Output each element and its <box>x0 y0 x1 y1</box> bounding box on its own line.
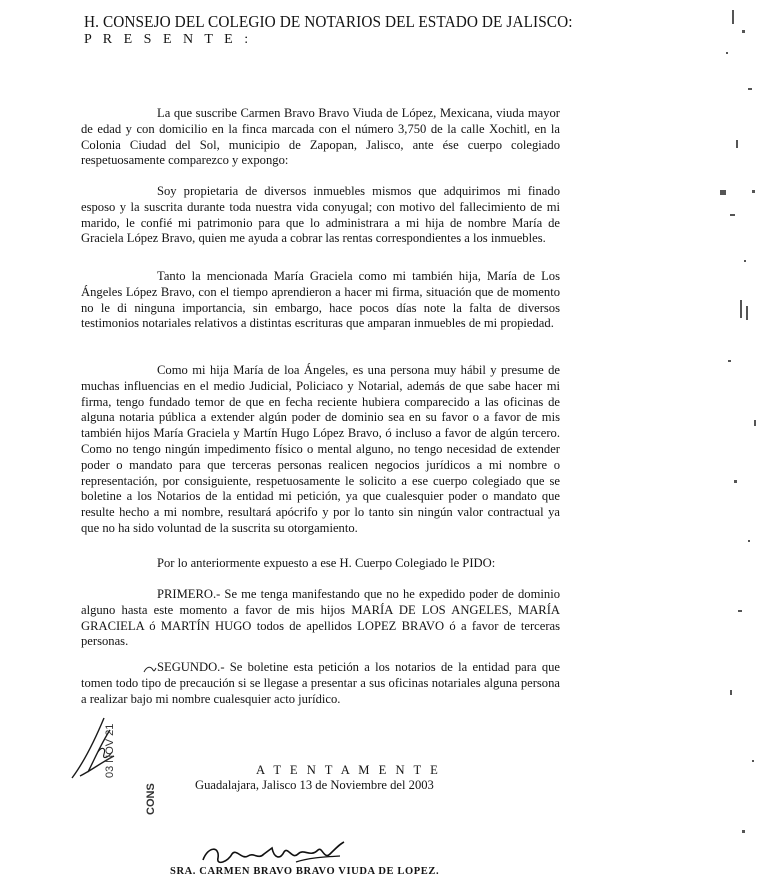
scan-noise-strip <box>718 0 768 896</box>
request-paragraph: Como mi hija María de loa Ángeles, es una persona muy hábil y presume de muchas influencias en el medio Judicial, Policiaco y Notarial, además de que sabe hacer mi firma, tengo fundado temor de que en fecha reciente hubiera comparecido a las oficinas de alguna notaria pública a extender algún poder de dominio sea en su favor o a favor de mis también hijos María Graciela y Martín Hugo López Bravo, ó incluso a favor de algún tercero. Como no tengo ningún impedimento físico o mental alguno, no tengo necesidad de extender poder o mandato para que terceras personas realicen negocios jurídicos a mi nombre o representación, por consiguiente, respetuosamente le solicito a ese cuerpo colegiado que se boletine a los Notarios de la entidad mi petición, ya que cualesquier poder o mandato que resulte hecho a mi nombre, resultará apócrifo y por lo tanto sin ningún valor contractual ya que no ha sido voluntad de la suscrita su otorgamiento. <box>81 363 560 535</box>
received-stamp: 03 NOV 21 <box>104 723 116 778</box>
pen-mark <box>143 664 157 674</box>
place-date: Guadalajara, Jalisco 13 de Noviembre del 2003 <box>195 778 434 792</box>
salutation: P R E S E N T E : <box>84 32 253 47</box>
petition-second: SEGUNDO.- Se boletine esta petición a los notarios de la entidad para que tomen todo tipo de precaución si se llegase a presentar a sus oficinas notariales alguna persona a realizar bajo mi nombre cualesquier acto jurídico. <box>81 660 560 706</box>
intro-paragraph: La que suscribe Carmen Bravo Bravo Viuda de López, Mexicana, viuda mayor de edad y con domicilio en la finca marcada con el número 3,750 de la calle Xochitl, en la Colonia Ciudad del Sol, municipio de Zapopan, Jalisco, ante ése cuerpo colegiado respetuosamente comparezco y expongo: <box>81 106 560 168</box>
margin-initials <box>68 712 128 782</box>
addressee-heading: H. CONSEJO DEL COLEGIO DE NOTARIOS DEL ESTADO DE JALISCO: <box>84 12 573 31</box>
signature-forgery-paragraph: Tanto la mencionada María Graciela como mi también hija, María de Los Ángeles López Bravo, con el tiempo aprendieron a hacer mi firma, situación que de momento no le di ninguna importancia, sin embargo, hace pocos días note la falta de diversos testimonios notariales relativos a distintas escrituras que amparan inmuebles de mi propiedad. <box>81 269 560 331</box>
scan-dot <box>720 190 726 195</box>
property-paragraph: Soy propietaria de diversos inmuebles mismos que adquirimos mi finado esposo y la suscrita durante toda nuestra vida conyugal; con motivo del fallecimiento de mi marido, le confié mi patrimonio para que lo administrara a mi hija de nombre María de Graciela López Bravo, quien me ayuda a cobrar las rentas correspondientes a los inmuebles. <box>81 184 560 246</box>
petition-first: PRIMERO.- Se me tenga manifestando que no he expedido poder de dominio alguno hasta este momento a favor de mis hijos MARÍA DE LOS ANGELES, MARÍA GRACIELA ó MARTÍN HUGO todos de apellidos LOPEZ BRAVO ó a favor de terceras personas. <box>81 587 560 649</box>
cons-stamp: CONS <box>145 783 157 815</box>
petition-intro: Por lo anteriormente expuesto a ese H. Cuerpo Colegiado le PIDO: <box>157 556 496 570</box>
closing-line: A T E N T A M E N T E <box>256 763 441 777</box>
signer-name: SRA. CARMEN BRAVO BRAVO VIUDA DE LOPEZ. <box>170 866 440 877</box>
